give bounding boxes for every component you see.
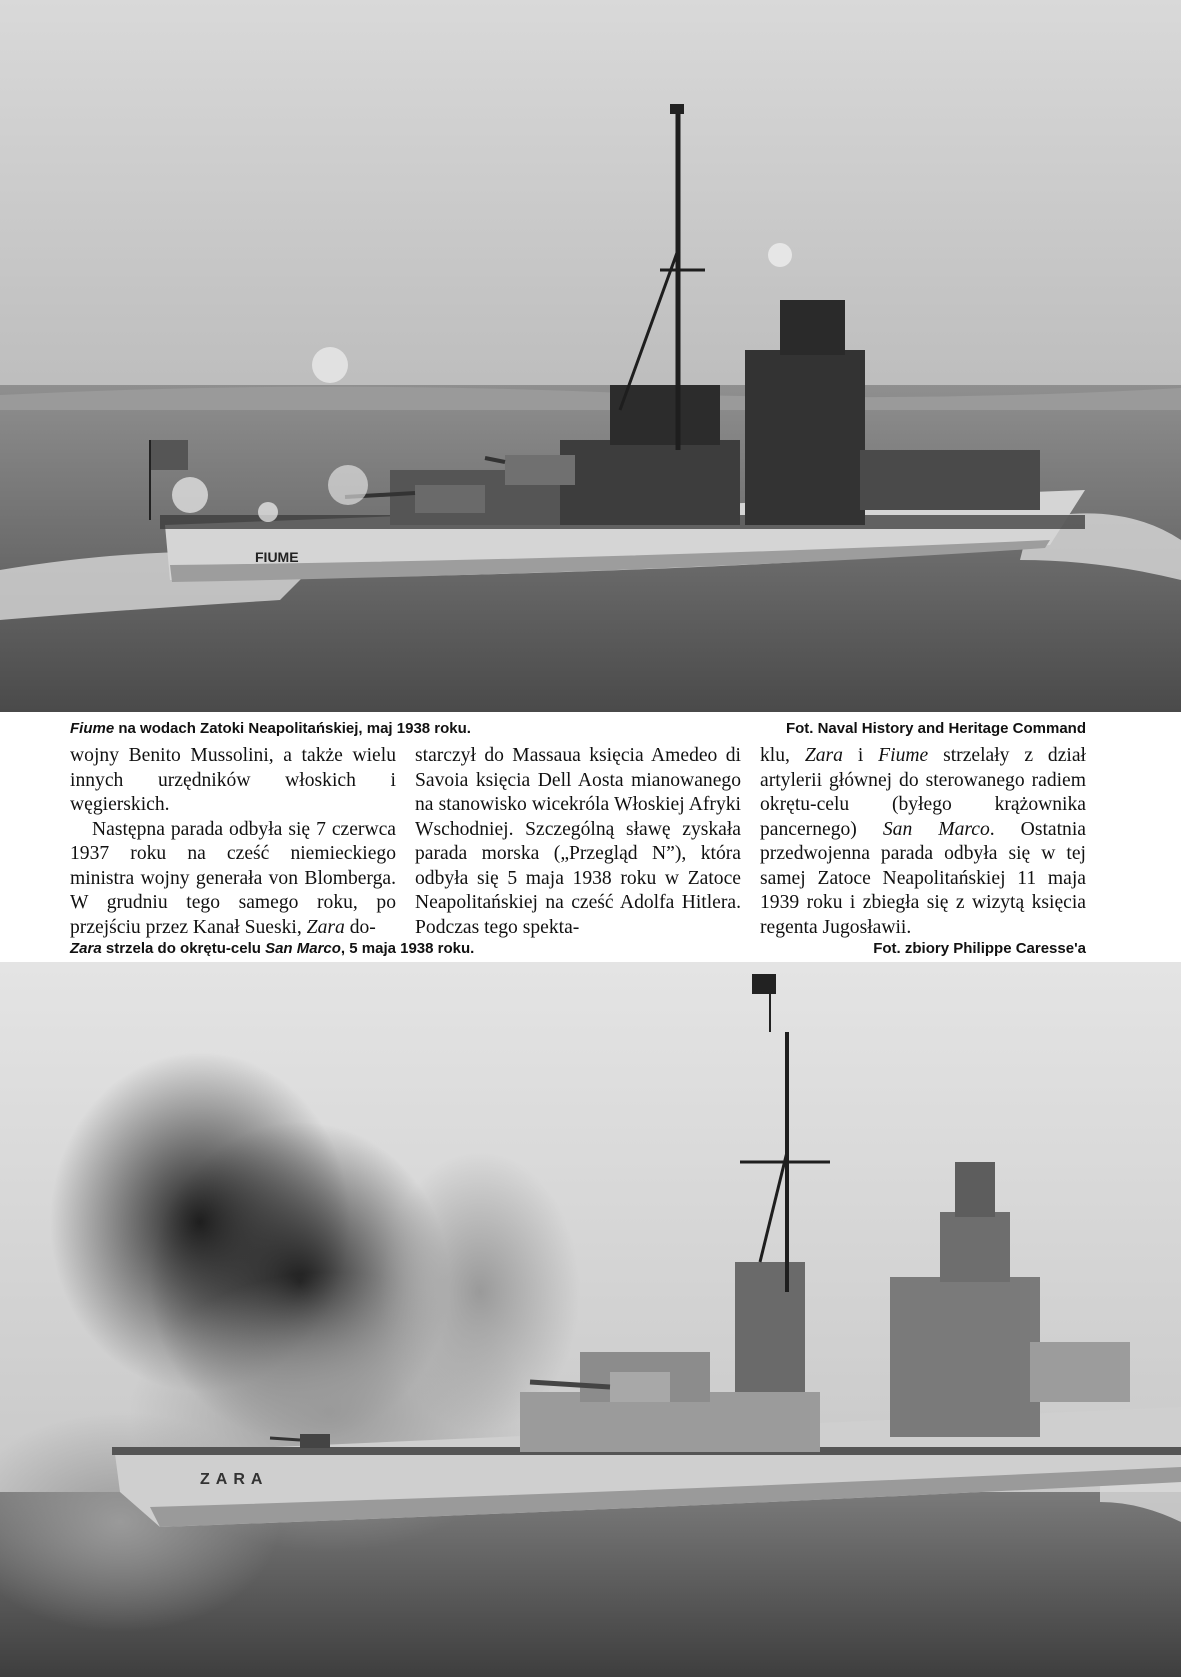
col3-text-d: . Ostatnia przedwojenna parada odbyła się w tej samej Zatoce Neapolitańskiej 11 maja 1939 roku i zbiegła się z wizytą księcia regenta Jugosławii. [760, 818, 1086, 938]
article-column-2 [415, 744, 741, 938]
col1-p2-text-a: Następna parada odbyła się 7 czerwca 1937 roku na cześć niemieckiego ministra wojny generała von Blomberga. W grudniu tego samego roku, po przejściu przez Kanał Sueski, [70, 818, 396, 938]
col1-p2-ship-zara: Zara [306, 916, 345, 938]
col3-ship-san-marco: San Marco [882, 818, 990, 840]
caption-top-text [70, 720, 471, 737]
col3-text-c: strzelały z dział artylerii głównej do sterowanego radiem okrętu-celu (byłego krążownika pancernego) [760, 745, 1086, 840]
caption-bottom-target-name: San Marco [265, 939, 341, 957]
col3-ship-zara: Zara [804, 745, 843, 766]
col3-ship-fiume: Fiume [878, 745, 929, 766]
caption-bottom-ship-name: Zara [70, 939, 102, 957]
caption-top-ship-name: Fiume [70, 719, 115, 737]
col3-text-b: i [842, 745, 879, 766]
photo-zara-image [0, 962, 1181, 1677]
hull-marking-zara: ZARA [200, 1471, 269, 1488]
col3-paragraph-1 [760, 744, 1086, 938]
photo-fiume-image [0, 0, 1181, 712]
caption-top-credit: Fot. Naval History and Heritage Command [785, 719, 1086, 737]
photo-zara [0, 962, 1181, 1677]
article-body [70, 744, 1086, 938]
caption-bottom-text-1: strzela do okrętu-celu [101, 939, 266, 957]
col1-paragraph-2 [70, 818, 396, 939]
caption-bottom-text [70, 940, 474, 957]
article-column-3 [760, 744, 1086, 938]
article-column-1 [70, 744, 396, 938]
photo-fiume [0, 0, 1181, 712]
caption-top [70, 718, 1086, 738]
caption-top-description: na wodach Zatoki Neapolitańskiej, maj 1938 roku. [114, 719, 471, 737]
col1-p2-text-b: do- [344, 916, 376, 938]
col1-paragraph-1: wojny Benito Mussolini, a także wielu innych urzędników włoskich i węgierskich. [70, 745, 396, 815]
caption-bottom [70, 938, 1086, 958]
caption-bottom-text-2: , 5 maja 1938 roku. [340, 939, 475, 957]
col2-paragraph-1: starczył do Massaua księcia Amedeo di Savoia księcia Dell Aosta mianowanego na stanowisko wicekróla Włoskiej Afryki Wschodniej. Szczególną sławę zyskała parada morska („Przegląd N”), która odbyła się 5 maja 1938 roku w Zatoce Neapolitańskiej na cześć Adolfa Hitlera. Podczas tego spekta- [415, 745, 741, 938]
col3-text-a: klu, [760, 745, 805, 766]
hull-marking-fiume: FIUME [255, 549, 299, 565]
caption-bottom-credit: Fot. zbiory Philippe Caresse'a [873, 939, 1086, 957]
